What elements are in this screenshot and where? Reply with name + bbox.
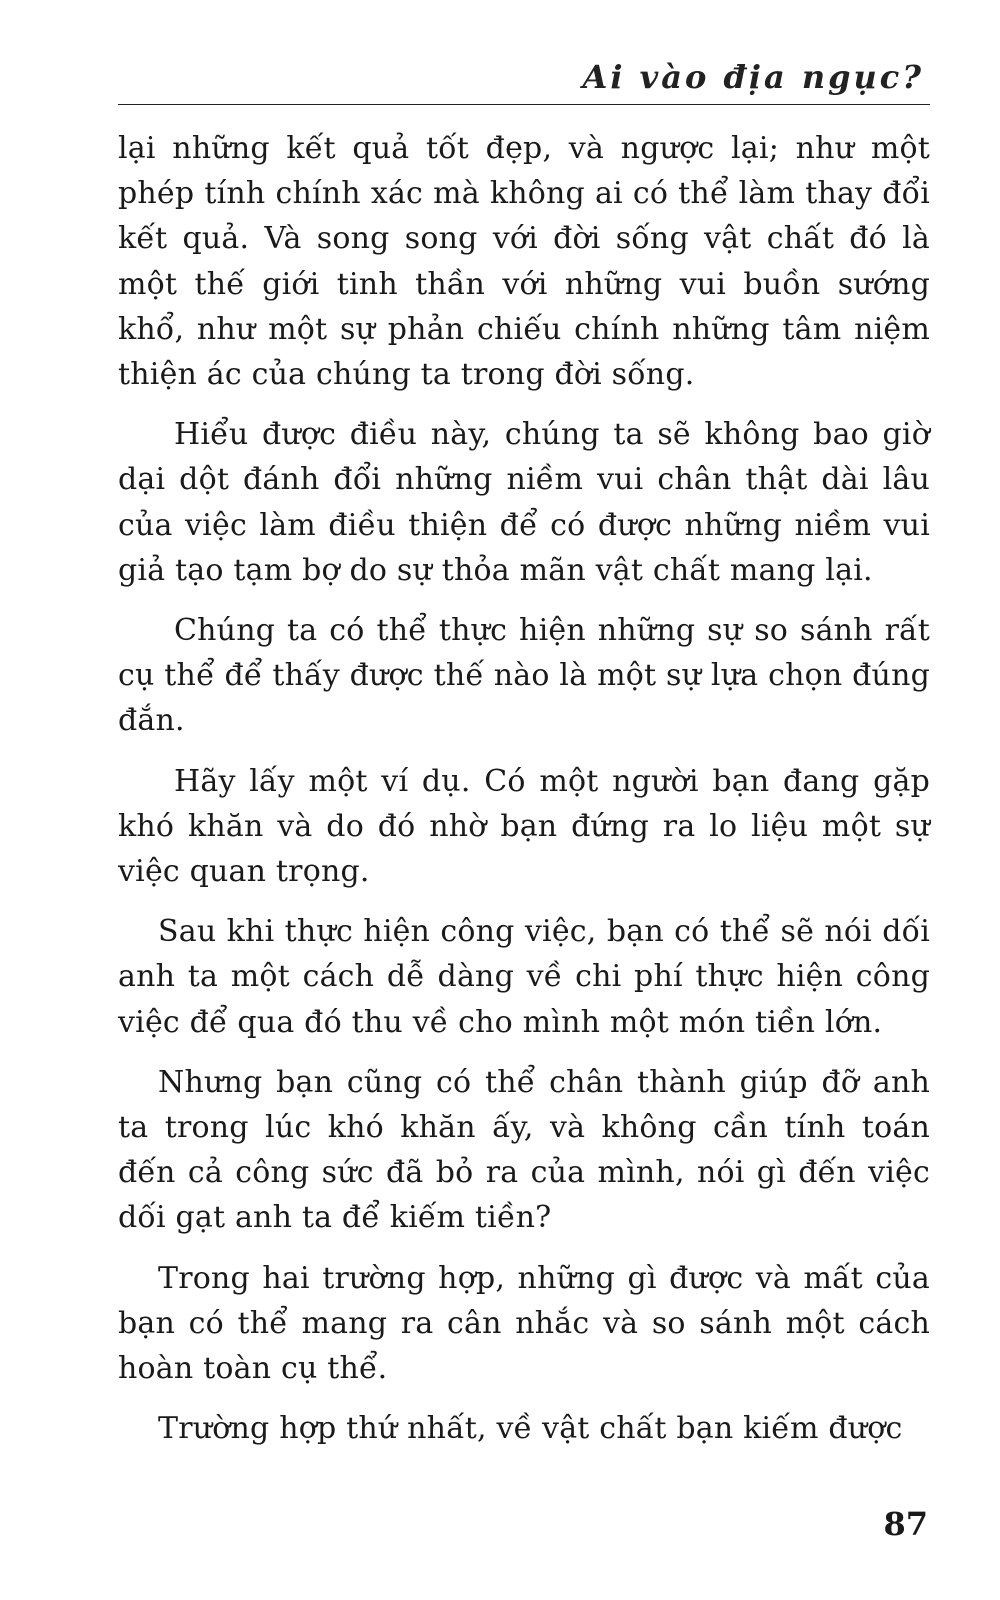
- paragraph-4: Hãy lấy một ví dụ. Có một người bạn đang gặp khó khăn và do đó nhờ bạn đứng ra lo liệu một sự việc quan trọng.: [118, 763, 930, 890]
- paragraph-7: Trong hai trường hợp, những gì được và mất của bạn có thể mang ra cân nhắc và so sánh một cách hoàn toàn cụ thể.: [118, 1260, 930, 1387]
- paragraph-5: Sau khi thực hiện công việc, bạn có thể sẽ nói dối anh ta một cách dễ dàng về chi phí thực hiện công việc để qua đó thu về cho mình một món tiền lớn.: [118, 914, 930, 1040]
- running-header: [118, 50, 930, 105]
- body-text: [118, 126, 930, 1466]
- paragraph-8: Trường hợp thứ nhất, về vật chất bạn kiếm được: [158, 1411, 903, 1447]
- running-title: Ai vào địa ngục?: [582, 58, 924, 96]
- paragraph-1: lại những kết quả tốt đẹp, và ngược lại; như một phép tính chính xác mà không ai có thể làm thay đổi kết quả. Và song song với đời sống vật chất đó là một thế giới tinh thần với những vui buồn sướng khổ, như một sự phản chiếu chính những tâm niệm thiện ác của chúng ta trong đời sống.: [118, 131, 930, 393]
- paragraph-2: Hiểu được điều này, chúng ta sẽ không bao giờ dại dột đánh đổi những niềm vui chân thật dài lâu của việc làm điều thiện để có được những niềm vui giả tạo tạm bợ do sự thỏa mãn vật chất mang lại.: [118, 417, 930, 588]
- page-number: 87: [883, 1505, 928, 1543]
- paragraph-3: Chúng ta có thể thực hiện những sự so sánh rất cụ thể để thấy được thế nào là một sự lựa chọn đúng đắn.: [118, 613, 930, 739]
- paragraph-6: Nhưng bạn cũng có thể chân thành giúp đỡ anh ta trong lúc khó khăn ấy, và không cần tính toán đến cả công sức đã bỏ ra của mình, nói gì đến việc dối gạt anh ta để kiếm tiền?: [118, 1064, 930, 1236]
